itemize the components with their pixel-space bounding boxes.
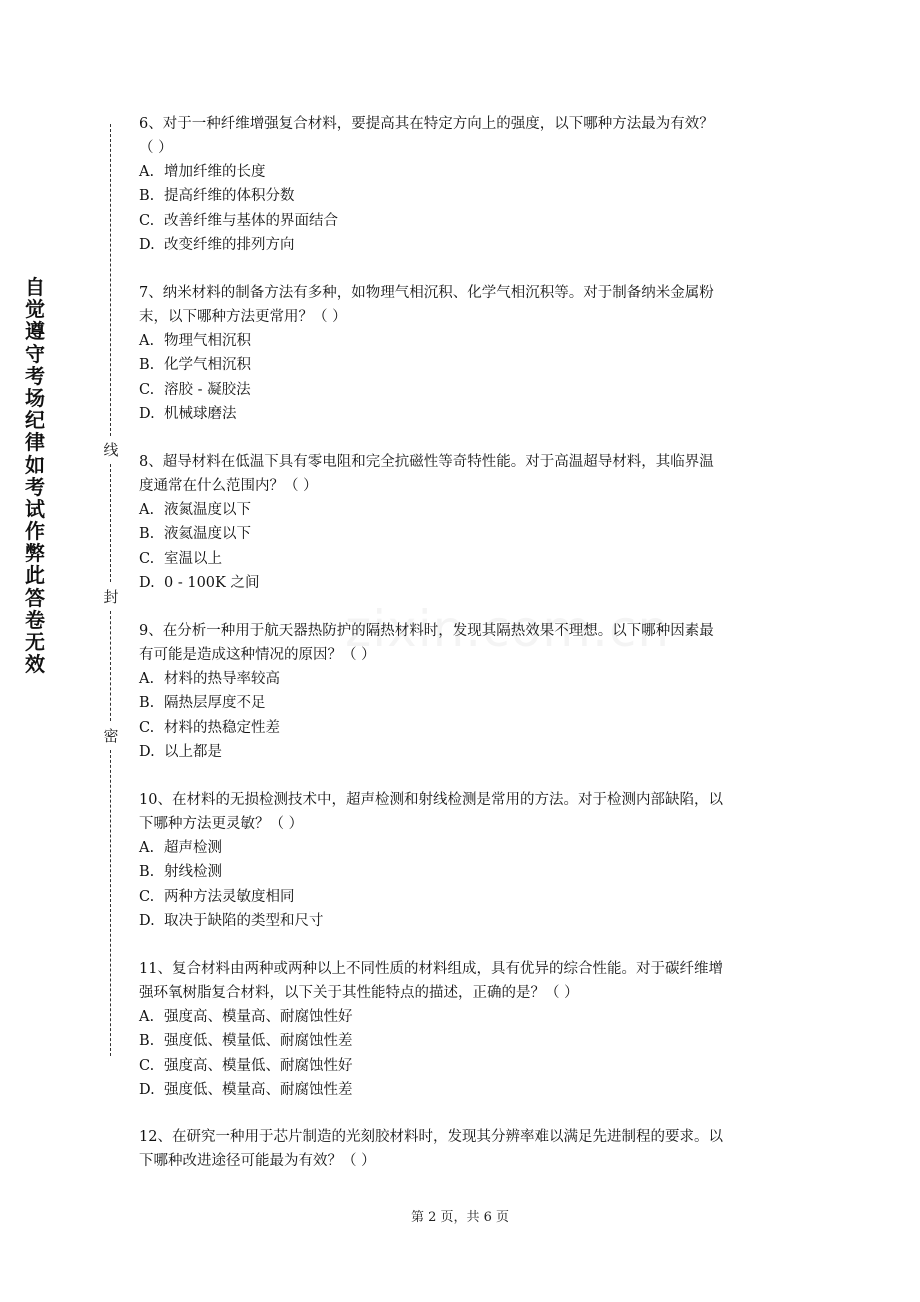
option-c [139, 547, 789, 571]
option-d [139, 571, 789, 595]
notice-char: 如 [25, 452, 45, 477]
question-12 [139, 1125, 789, 1173]
seal-mark-seal: 封 [101, 588, 121, 606]
seal-line-dash [110, 611, 111, 721]
option-letter: D. [139, 912, 155, 929]
notice-char: 场 [25, 385, 45, 410]
option-text: 溶胶 - 凝胶法 [164, 381, 251, 398]
option-letter: A. [139, 840, 155, 856]
option-letter: D. [139, 236, 155, 253]
seal-mark-line: 线 [101, 441, 121, 459]
option-text: 材料的热稳定性差 [164, 719, 280, 736]
option-letter: D. [139, 1081, 155, 1098]
stem-line: 7、纳米材料的制备方法有多种，如物理气相沉积、化学气相沉积等。对于制备纳米金属粉 [139, 285, 714, 301]
notice-char: 守 [25, 341, 45, 366]
option-b [139, 691, 789, 715]
option-text: 强度高、模量高、耐腐蚀性好 [164, 1009, 353, 1025]
option-text: 强度低、模量低、耐腐蚀性差 [164, 1033, 353, 1050]
question-6 [139, 112, 789, 257]
question-stem [139, 957, 789, 1005]
option-text: 室温以上 [164, 550, 222, 567]
option-letter: B. [139, 864, 155, 881]
stem-line: 度通常在什么范围内？（ ） [139, 478, 318, 494]
stem-line: 12、在研究一种用于芯片制造的光刻胶材料时，发现其分辨率难以满足先进制程的要求。以 [139, 1129, 723, 1145]
option-a [139, 1005, 789, 1029]
question-8 [139, 450, 789, 595]
option-letter: A. [139, 164, 155, 180]
stem-line: 强环氧树脂复合材料，以下关于其性能特点的描述，正确的是？（ ） [139, 985, 579, 1001]
stem-line: 末，以下哪种方法更常用？（ ） [139, 309, 347, 325]
option-letter: B. [139, 695, 155, 712]
option-text: 超声检测 [164, 840, 222, 856]
option-c [139, 1054, 789, 1078]
option-letter: A. [139, 333, 155, 349]
question-stem [139, 1125, 789, 1173]
option-text: 强度高、模量低、耐腐蚀性好 [164, 1057, 353, 1074]
question-11 [139, 957, 789, 1102]
question-stem [139, 619, 789, 667]
notice-char: 卷 [25, 607, 45, 632]
seal-mark-secret: 密 [101, 727, 121, 745]
notice-char: 觉 [25, 297, 45, 322]
option-c [139, 885, 789, 909]
option-text: 强度低、模量高、耐腐蚀性差 [164, 1081, 353, 1098]
option-text: 隔热层厚度不足 [164, 695, 266, 712]
option-b [139, 522, 789, 546]
option-letter: A. [139, 671, 155, 687]
stem-line: 10、在材料的无损检测技术中，超声检测和射线检测是常用的方法。对于检测内部缺陷，以 [139, 792, 723, 808]
option-text: 化学气相沉积 [164, 357, 251, 374]
option-text: 两种方法灵敏度相同 [164, 888, 295, 905]
stem-line: 11、复合材料由两种或两种以上不同性质的材料组成，具有优异的综合性能。对于碳纤维增 [139, 961, 723, 977]
option-text: 材料的热导率较高 [164, 671, 280, 687]
option-text: 液氮温度以下 [164, 502, 251, 518]
option-letter: B. [139, 1033, 155, 1050]
option-text: 液氦温度以下 [164, 526, 251, 543]
option-letter: C. [139, 550, 155, 567]
notice-char: 律 [25, 430, 45, 455]
option-a [139, 667, 789, 691]
option-d [139, 740, 789, 764]
option-letter: A. [139, 502, 155, 518]
exam-discipline-notice [20, 276, 50, 675]
option-d [139, 402, 789, 426]
option-c [139, 378, 789, 402]
notice-char: 答 [25, 585, 45, 610]
option-letter: B. [139, 357, 155, 374]
question-stem [139, 281, 789, 329]
option-letter: C. [139, 212, 155, 229]
notice-char: 弊 [25, 541, 45, 566]
option-text: 提高纤维的体积分数 [164, 188, 295, 205]
stem-line: 下哪种方法更灵敏？（ ） [139, 816, 304, 832]
stem-line: 6、对于一种纤维增强复合材料，要提高其在特定方向上的强度，以下哪种方法最为有效？ [139, 116, 714, 132]
stem-line: 8、超导材料在低温下具有零电阻和完全抗磁性等奇特性能。对于高温超导材料，其临界温 [139, 454, 714, 470]
stem-line: 9、在分析一种用于航天器热防护的隔热材料时，发现其隔热效果不理想。以下哪种因素最 [139, 623, 714, 639]
option-c [139, 716, 789, 740]
option-letter: D. [139, 405, 155, 422]
question-7 [139, 281, 789, 426]
option-b [139, 860, 789, 884]
notice-char: 无 [25, 630, 45, 654]
question-9 [139, 619, 789, 764]
page-footer: 第 2 页，共 6 页 [410, 1210, 510, 1225]
option-text: 改善纤维与基体的界面结合 [164, 212, 338, 229]
question-stem [139, 788, 789, 836]
option-letter: C. [139, 719, 155, 736]
option-a [139, 836, 789, 860]
question-10 [139, 788, 789, 933]
option-letter: A. [139, 1009, 155, 1025]
question-stem [139, 450, 789, 498]
option-d [139, 1078, 789, 1102]
option-letter: C. [139, 888, 155, 905]
option-text: 改变纤维的排列方向 [164, 236, 295, 253]
option-c [139, 209, 789, 233]
option-b [139, 1029, 789, 1053]
option-text: 增加纤维的长度 [164, 164, 266, 180]
option-text: 机械球磨法 [164, 405, 237, 422]
notice-char: 纪 [25, 408, 45, 433]
option-letter: D. [139, 574, 155, 591]
stem-line: 有可能是造成这种情况的原因？（ ） [139, 647, 376, 663]
option-letter: D. [139, 743, 155, 760]
seal-line-dash [110, 124, 111, 436]
notice-char: 作 [25, 519, 45, 544]
notice-char: 遵 [25, 319, 45, 344]
notice-char: 自 [25, 275, 45, 299]
option-a [139, 329, 789, 353]
option-b [139, 184, 789, 208]
option-a [139, 160, 789, 184]
notice-char: 试 [25, 496, 45, 521]
question-stem [139, 112, 789, 160]
stem-line: 下哪种改进途径可能最为有效？（ ） [139, 1153, 376, 1169]
notice-char: 效 [25, 652, 45, 677]
option-text: 取决于缺陷的类型和尺寸 [164, 912, 324, 929]
seal-line-dash [110, 750, 111, 1056]
notice-char: 考 [25, 474, 45, 499]
option-letter: B. [139, 526, 155, 543]
option-d [139, 233, 789, 257]
option-text: 物理气相沉积 [164, 333, 251, 349]
option-text: 0 - 100K 之间 [164, 574, 260, 591]
notice-char: 此 [25, 563, 45, 588]
option-text: 以上都是 [164, 743, 222, 760]
notice-char: 考 [25, 363, 45, 388]
option-letter: B. [139, 188, 155, 205]
option-b [139, 353, 789, 377]
option-text: 射线检测 [164, 864, 222, 881]
option-d [139, 909, 789, 933]
option-letter: C. [139, 1057, 155, 1074]
seal-line-dash [110, 464, 111, 582]
stem-line: （ ） [139, 140, 173, 156]
option-letter: C. [139, 381, 155, 398]
option-a [139, 498, 789, 522]
